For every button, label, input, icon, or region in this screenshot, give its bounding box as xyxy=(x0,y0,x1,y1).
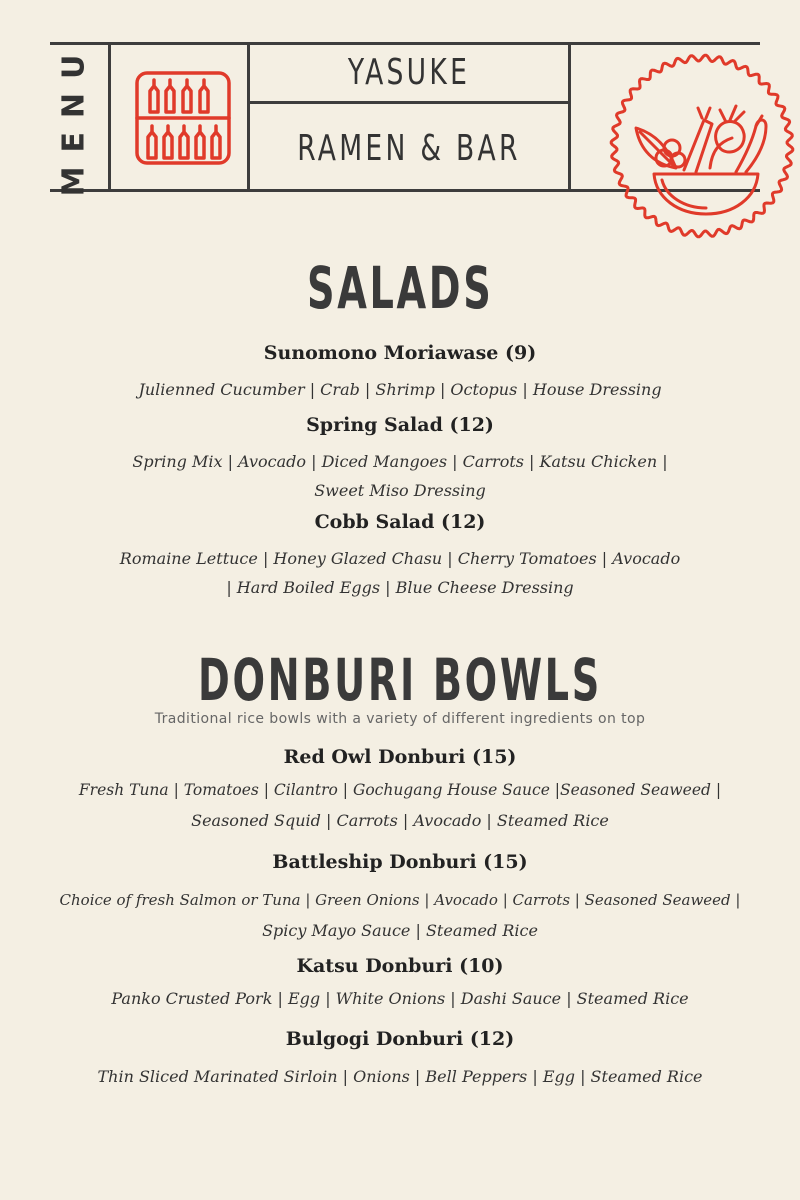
menu-item-description: Fresh Tuna | Tomatoes | Cilantro | Gochugang House Sauce |Seasoned Seaweed | xyxy=(78,781,722,799)
menu-item-name: Spring Salad (12) xyxy=(306,414,494,436)
menu-item-name: Cobb Salad (12) xyxy=(314,511,486,533)
section-title-donburi: DONBURI BOWLS xyxy=(198,646,602,714)
menu-item-name: Sunomono Moriawase (9) xyxy=(263,342,537,364)
menu-item-name: Bulgogi Donburi (12) xyxy=(285,1028,515,1050)
restaurant-name-line1: YASUKE xyxy=(347,52,471,93)
menu-item-description: Thin Sliced Marinated Sirloin | Onions | Bell Peppers | Egg | Steamed Rice xyxy=(97,1067,703,1086)
menu-item-description: Julienned Cucumber | Crab | Shrimp | Octopus | House Dressing xyxy=(138,380,662,399)
section-subtitle: Traditional rice bowls with a variety of different ingredients on top xyxy=(154,711,646,727)
menu-item-description: Seasoned Squid | Carrots | Avocado | Steamed Rice xyxy=(191,811,609,830)
section-title-salads: SALADS xyxy=(306,254,494,322)
menu-item-description: Sweet Miso Dressing xyxy=(314,481,486,500)
menu-vertical-label: MENU xyxy=(56,40,92,196)
header-middle-rule xyxy=(247,101,571,104)
header-divider-3 xyxy=(568,42,571,192)
header-top-rule xyxy=(50,42,760,45)
menu-item-description: Spring Mix | Avocado | Diced Mangoes | Carrots | Katsu Chicken | xyxy=(132,452,668,471)
menu-item-description: Choice of fresh Salmon or Tuna | Green Onions | Avocado | Carrots | Seasoned Seaweed | xyxy=(59,891,741,909)
menu-item-name: Battleship Donburi (15) xyxy=(272,851,528,873)
salad-bowl-badge-icon xyxy=(606,48,800,244)
menu-item-name: Red Owl Donburi (15) xyxy=(283,746,517,768)
menu-item-description: Spicy Mayo Sauce | Steamed Rice xyxy=(262,921,538,940)
header-divider-2 xyxy=(247,42,250,192)
menu-item-name: Katsu Donburi (10) xyxy=(296,955,504,977)
bottle-shelf-icon xyxy=(134,70,232,166)
header-divider-1 xyxy=(108,42,111,192)
restaurant-name-line2: RAMEN & BAR xyxy=(297,128,521,169)
menu-item-description: Panko Crusted Pork | Egg | White Onions | Dashi Sauce | Steamed Rice xyxy=(111,989,689,1008)
menu-item-description: | Hard Boiled Eggs | Blue Cheese Dressing xyxy=(226,578,574,597)
menu-item-description: Romaine Lettuce | Honey Glazed Chasu | Cherry Tomatoes | Avocado xyxy=(119,549,681,568)
